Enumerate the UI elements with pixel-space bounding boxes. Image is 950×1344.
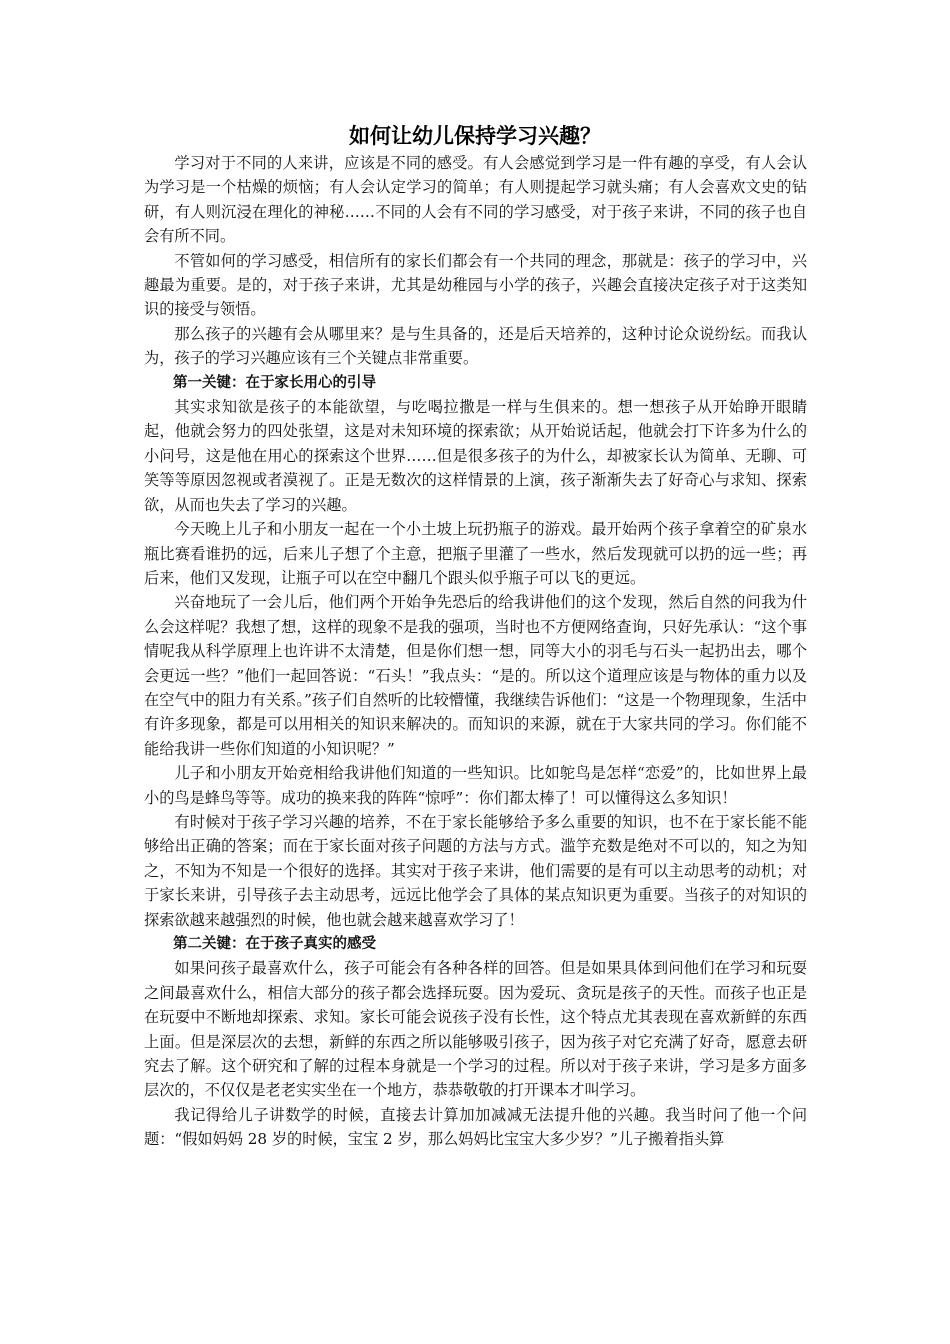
paragraph: 兴奋地玩了一会儿后，他们两个开始争先恐后的给我讲他们的这个发现，然后自然的问我为什么会这样呢？我想了想，这样的现象不是我的强项，当时也不方便网络查询，只好先承认：“这个事情呢我从科学原理上也许讲不太清楚，但是你们想一想，同等大小的羽毛与石头一起扔出去，哪个会更远一些？”他们一起回答说：“石头！”我点头：“是的。所以这个道理应该是与物体的重力以及在空气中的阻力有关系。”孩子们自然听的比较懵懂，我继续告诉他们：“这是一个物理现象，生活中有许多现象，都是可以用相关的知识来解决的。而知识的来源，就在于大家共同的学习。你们能不能给我讲一些你们知道的小知识呢？” [144,593,807,758]
section-heading: 第一关键：在于家长用心的引导 [173,374,376,391]
document-body [144,151,807,1152]
paragraph: 如果问孩子最喜欢什么，孩子可能会有各种各样的回答。但是如果具体到问他们在学习和玩耍之间最喜欢什么，相信大部分的孩子都会选择玩耍。因为爱玩、贪玩是孩子的天性。而孩子也正是在玩耍中不断地却探索、求知。家长可能会说孩子没有长性，这个特点尤其表现在喜欢新鲜的东西上面。但是深层次的去想，新鲜的东西之所以能够吸引孩子，因为孩子对它充满了好奇，愿意去研究去了解。这个研究和了解的过程本身就是一个学习的过程。所以对于孩子来讲，学习是多方面多层次的，不仅仅是老老实实坐在一个地方，恭恭敬敬的打开课本才叫学习。 [144,959,807,1100]
paragraph: 我记得给儿子讲数学的时候，直接去计算加加减减无法提升他的兴趣。我当时问了他一个问题：“假如妈妈 28 岁的时候，宝宝 2 岁，那么妈妈比宝宝大多少岁？”儿子搬着指头算 [144,1105,807,1149]
paragraph: 不管如何的学习感受，相信所有的家长们都会有一个共同的理念，那就是：孩子的学习中，兴趣最为重要。是的，对于孩子来讲，尤其是幼稚园与小学的孩子，兴趣会直接决定孩子对于这类知识的接受与领悟。 [144,251,807,319]
paragraph: 其实求知欲是孩子的本能欲望，与吃喝拉撒是一样与生俱来的。想一想孩子从开始睁开眼睛起，他就会努力的四处张望，这是对未知环境的探索欲；从开始说话起，他就会打下许多为什么的小问号，这是他在用心的探索这个世界……但是很多孩子的为什么，却被家长认为简单、无聊、可笑等等原因忽视或者漠视了。正是无数次的这样情景的上演，孩子渐渐失去了好奇心与求知、探索欲，从而也失去了学习的兴趣。 [144,398,807,514]
section-heading: 第二关键：在于孩子真实的感受 [173,936,376,952]
document-title: 如何让幼儿保持学习兴趣？ [349,123,601,148]
paragraph: 今天晚上儿子和小朋友一起在一个小土坡上玩扔瓶子的游戏。最开始两个孩子拿着空的矿泉水瓶比赛看谁扔的远，后来儿子想了个主意，把瓶子里灌了一些水，然后发现就可以扔的远一些；再后来，他们又发现，让瓶子可以在空中翻几个跟头似乎瓶子可以飞的更远。 [144,520,807,587]
paragraph: 学习对于不同的人来讲，应该是不同的感受。有人会感觉到学习是一件有趣的享受，有人会认为学习是一个枯燥的烦恼；有人会认定学习的简单；有人则提起学习就头痛；有人会喜欢文史的钻研，有人则沉浸在理化的神秘……不同的人会有不同的学习感受，对于孩子来讲，不同的孩子也自会有所不同。 [144,154,807,246]
paragraph: 儿子和小朋友开始竞相给我讲他们知道的一些知识。比如鸵鸟是怎样“恋爱”的，比如世界上最小的鸟是蜂鸟等等。成功的换来我的阵阵“惊呼”：你们都太棒了！可以懂得这么多知识！ [144,764,807,807]
paragraph: 那么孩子的兴趣有会从哪里来？是与生具备的，还是后天培养的，这种讨论众说纷纭。而我认为，孩子的学习兴趣应该有三个关键点非常重要。 [144,324,807,368]
paragraph: 有时候对于孩子学习兴趣的培养，不在于家长能够给予多么重要的知识，也不在于家长能不能够给出正确的答案；而在于家长面对孩子问题的方法与方式。滥竽充数是绝对不可以的，知之为知之，不知为不知是一个很好的选择。其实对于孩子来讲，他们需要的是有可以主动思考的动机；对于家长来讲，引导孩子去主动思考，远远比他学会了具体的某点知识更为重要。当孩子的对知识的探索欲越来越强烈的时候，他也就会越来越喜欢学习了！ [144,812,807,929]
